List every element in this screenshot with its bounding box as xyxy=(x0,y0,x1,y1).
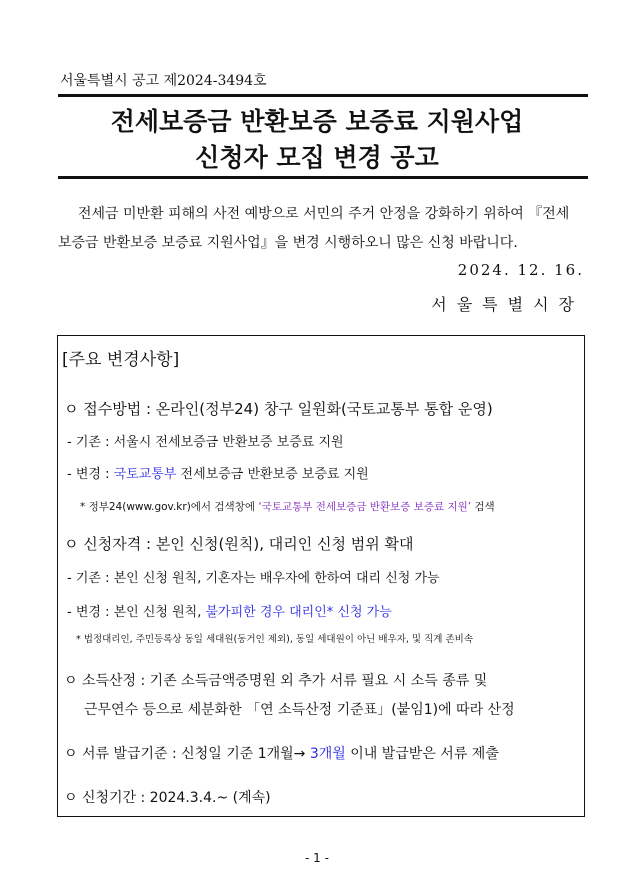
page-number: - 1 - xyxy=(305,851,329,865)
title-line-2: 신청자 모집 변경 공고 xyxy=(195,143,439,172)
method-item: ㅇ 접수방법 : 온라인(정부24) 창구 일원화(국토교통부 통합 운영) xyxy=(64,400,493,418)
changes-heading: [주요 변경사항] xyxy=(62,350,180,370)
method-note-highlight: ‘국토교통부 전세보증금 반환보증 보증료 지원’ xyxy=(258,501,472,513)
intro-line-2: 보증금 반환보증 보증료 지원사업』을 변경 시행하오니 많은 신청 바랍니다. xyxy=(58,235,518,251)
eligibility-after-prefix: - 변경 : 본인 신청 원칙, xyxy=(67,605,206,620)
notice-number: 서울특별시 공고 제2024-3494호 xyxy=(60,73,267,89)
method-note-suffix: 검색 xyxy=(471,501,495,513)
documents-suffix: 이내 발급받은 서류 제출 xyxy=(345,746,499,762)
income-line-2: 근무연수 등으로 세분화한 「연 소득산정 기준표」(붙임1)에 따라 산정 xyxy=(84,702,515,718)
title-line-1: 전세보증금 반환보증 보증료 지원사업 xyxy=(110,107,524,136)
intro-line-1: 전세금 미반환 피해의 사전 예방으로 서민의 주거 안정을 강화하기 위하여 『전세 xyxy=(78,206,570,222)
eligibility-note: * 법정대리인, 주민등록상 동일 세대원(동거인 제외), 동일 세대원이 아닌 배우자, 및 직계 존비속 xyxy=(76,634,474,645)
documents-prefix: ㅇ 서류 발급기준 : 신청일 기준 1개월→ xyxy=(64,746,310,762)
method-after-suffix: 전세보증금 반환보증 보증료 지원 xyxy=(176,467,369,482)
issuer-name: 서울특별시장 xyxy=(431,295,584,314)
documents-highlight: 3개월 xyxy=(309,746,346,762)
period-item: ㅇ 신청기간 : 2024.3.4.~ (계속) xyxy=(64,790,271,806)
income-line-1: ㅇ 소득산정 : 기존 소득금액증명원 외 추가 서류 필요 시 소득 종류 및 xyxy=(64,673,488,689)
title-top-rule xyxy=(58,94,588,97)
eligibility-after-highlight: 불가피한 경우 대리인* 신청 가능 xyxy=(205,605,392,620)
eligibility-after xyxy=(67,601,392,620)
documents-item xyxy=(64,743,499,763)
method-before: - 기존 : 서울시 전세보증금 반환보증 보증료 지원 xyxy=(67,435,344,450)
method-after-prefix: - 변경 : xyxy=(67,467,114,482)
method-after xyxy=(67,463,369,482)
method-note xyxy=(80,499,495,514)
method-after-highlight: 국토교통부 xyxy=(113,467,177,482)
notice-date: 2024. 12. 16. xyxy=(457,261,584,279)
title-bottom-rule xyxy=(58,176,588,179)
eligibility-item: ㅇ 신청자격 : 본인 신청(원칙), 대리인 신청 범위 확대 xyxy=(64,535,414,553)
eligibility-before: - 기존 : 본인 신청 원칙, 기혼자는 배우자에 한하여 대리 신청 가능 xyxy=(67,571,440,586)
method-note-prefix: * 정부24(www.gov.kr)에서 검색창에 xyxy=(80,501,259,513)
